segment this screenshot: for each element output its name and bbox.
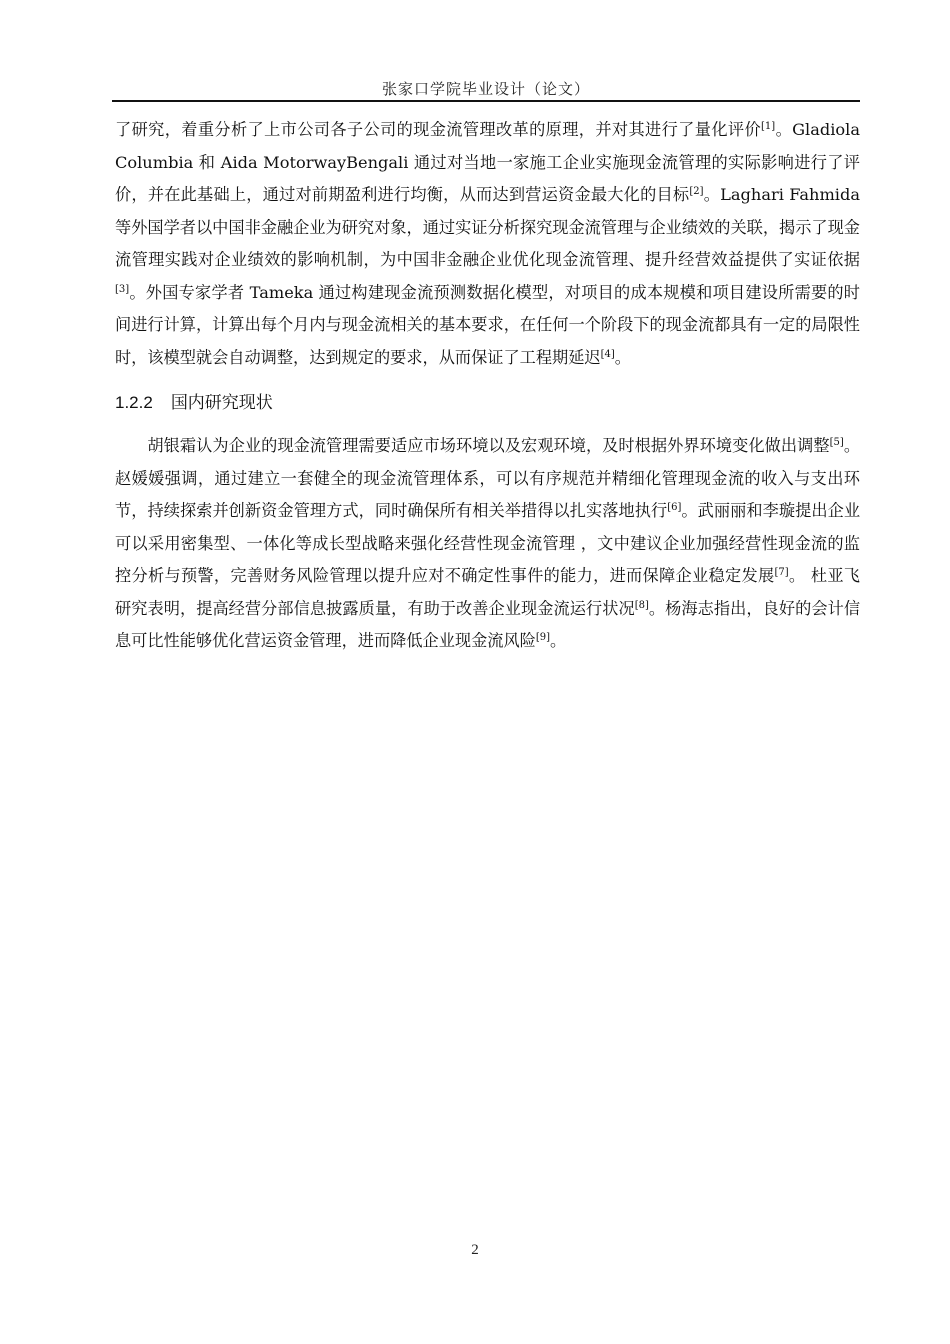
text-span: 了研究，着重分析了上市公司各子公司的现金流管理改革的原理，并对其进行了量化评价 [115, 120, 762, 139]
text-span: 。杨海志指出，良好的会计信息可比性能够优化营运资金管理，进而降低企业现金流风险 [115, 598, 861, 650]
text-span: 。 [550, 631, 567, 650]
section-title: 国内研究现状 [170, 393, 273, 413]
text-span: 。外国专家学者 Tameka 通过构建现金流预测数据化模型，对项目的成本规模和项目建设所需要的时间进行计算，计算出每个月内与现金流相关的基本要求，在任何一个阶段下的现金流都具有一定的局限性时，该模型就会自动调整，达到规定的要求，从而保证了工程期延迟 [115, 282, 860, 367]
text-span: 。赵媛媛强调，通过建立一套健全的现金流管理体系，可以有序规范并精细化管理现金流的收入与支出环节，持续探索并创新资金管理方式，同时确保所有相关举措得以扎实落地执行 [115, 436, 861, 520]
citation-ref: [7] [774, 567, 789, 578]
citation-ref: [8] [634, 599, 649, 611]
page-header-title: 张家口学院毕业设计（论文） [381, 80, 590, 98]
paragraph-domestic-research [115, 430, 860, 658]
text-span: 。Gladiola Columbia 和 Aida MotorwayBengali 通过对当地一家施工企业实施现金流管理的实际影响进行了评价，并在此基础上，通过对前期盈利进行均衡，从而达到营运资金最大化的目标 [115, 120, 861, 204]
citation-ref: [2] [689, 186, 704, 197]
document-body [115, 114, 860, 658]
text-span: 胡银霜认为企业的现金流管理需要适应市场环境以及宏观环境，及时根据外界环境变化做出调整 [147, 436, 830, 455]
section-heading [115, 386, 860, 420]
citation-ref: [3] [115, 283, 130, 295]
paragraph-foreign-research [115, 114, 860, 374]
page-number: 2 [471, 1242, 479, 1258]
citation-ref: [5] [829, 437, 844, 448]
text-span: 。 杜亚飞研究表明，提高经营分部信息披露质量，有助于改善企业现金流运行状况 [115, 566, 860, 618]
citation-ref: [9] [535, 632, 551, 643]
text-span: 。 [614, 347, 631, 367]
section-number: 1.2.2 [115, 393, 153, 412]
text-span: 。Laghari Fahmida 等外国学者以中国非金融企业为研究对象，通过实证分析探究现金流管理与企业绩效的关联，揭示了现金流管理实践对企业绩效的影响机制，为中国非金融企业优化现金流管理、提升经营效益提供了实证依据 [115, 185, 861, 269]
text-span: 。武丽丽和李璇提出企业可以采用密集型、一体化等成长型战略来强化经营性现金流管理 ，文中建议企业加强经营性现金流的监控分析与预警，完善财务风险管理以提升应对不确定性事件的能力，进而保障企业稳定发展 [115, 501, 861, 585]
header-divider [112, 100, 860, 102]
citation-ref: [4] [600, 348, 615, 360]
citation-ref: [6] [667, 502, 682, 513]
citation-ref: [1] [761, 121, 776, 132]
